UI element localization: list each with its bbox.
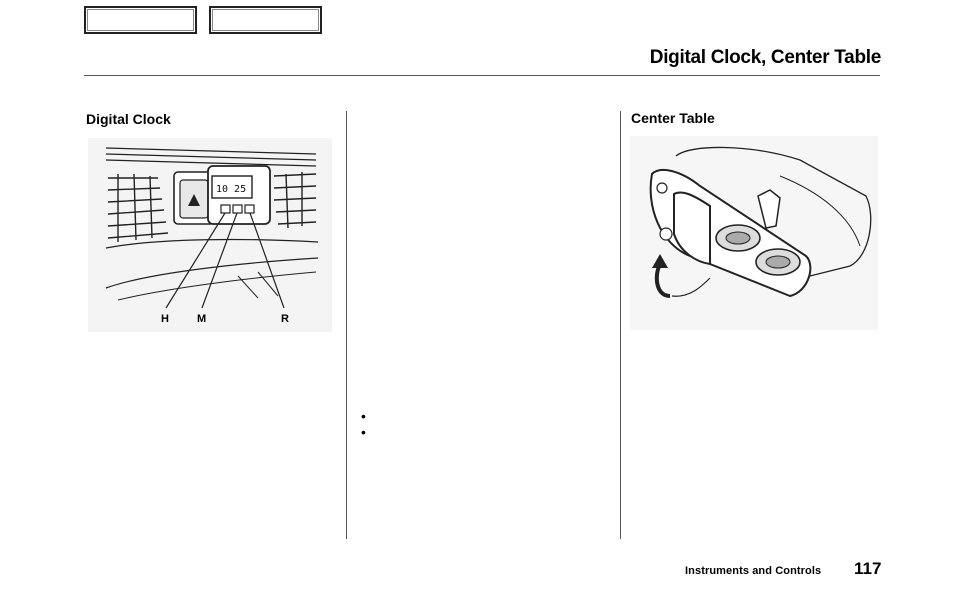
callout-r: R	[281, 313, 289, 325]
section-heading-center-table: Center Table	[631, 110, 715, 126]
clock-button-h	[221, 205, 230, 213]
section-heading-digital-clock: Digital Clock	[86, 111, 171, 127]
column-divider-right	[620, 111, 621, 539]
center-table-illustration	[630, 136, 878, 330]
clock-button-m	[233, 205, 242, 213]
page-title: Digital Clock, Center Table	[649, 47, 881, 68]
header-divider	[84, 75, 880, 76]
bullet-marker: •	[361, 408, 366, 424]
callout-h: H	[161, 313, 169, 325]
callout-m: M	[197, 313, 207, 325]
nav-button-next[interactable]	[209, 6, 322, 34]
digital-clock-illustration	[88, 138, 332, 332]
bullet-marker: •	[361, 424, 366, 440]
clock-button-r	[245, 205, 254, 213]
page-number: 117	[854, 559, 882, 578]
clock-display-time: 10 25	[216, 184, 247, 195]
nav-button-previous[interactable]	[84, 6, 197, 34]
footer-section-label: Instruments and Controls	[685, 565, 822, 577]
bullet-list	[361, 408, 366, 440]
column-divider-left	[346, 111, 347, 539]
